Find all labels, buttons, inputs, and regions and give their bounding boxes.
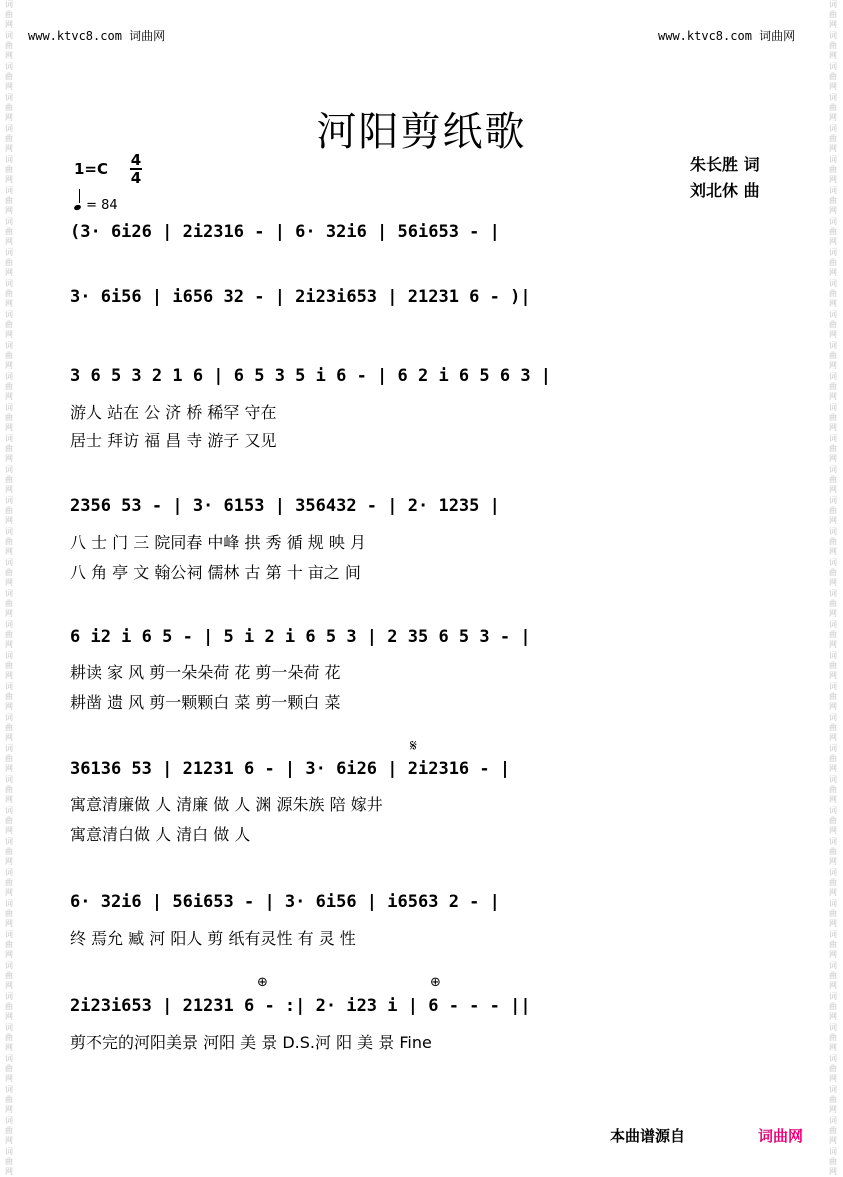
lyric-line-8a: 剪不完的河阳美景 河阳 美 景 D.S.河 阳 美 景 Fine: [70, 1033, 432, 1052]
watermark-glyph-group: 词 曲 网: [829, 713, 837, 742]
watermark-glyph-group: 词 曲 网: [829, 899, 837, 928]
watermark-glyph-group: 词 曲 网: [829, 837, 837, 866]
watermark-glyph-group: 词 曲 网: [5, 186, 13, 215]
watermark-glyph-group: 词 曲 网: [5, 372, 13, 401]
lyric-line-5b: 耕凿 遗 风 剪一颗颗白 菜 剪一颗白 菜: [70, 693, 341, 712]
watermark-glyph-group: 词 曲 网: [5, 961, 13, 990]
watermark-glyph-group: 词 曲 网: [829, 465, 837, 494]
watermark-glyph-group: 词 曲 网: [829, 93, 837, 122]
watermark-glyph-group: 词 曲 网: [829, 31, 837, 60]
quarter-note-icon: [73, 204, 81, 211]
watermark-glyph-group: 词 曲 网: [5, 620, 13, 649]
watermark-glyph-group: 词 曲 网: [5, 434, 13, 463]
watermark-glyph-group: 词 曲 网: [5, 651, 13, 680]
watermark-glyph-group: 词 曲 网: [829, 806, 837, 835]
watermark-glyph-group: 词 曲 网: [829, 682, 837, 711]
watermark-glyph-group: 词 曲 网: [5, 1147, 13, 1176]
watermark-glyph-group: 词 曲 网: [5, 1085, 13, 1114]
watermark-glyph-group: 词 曲 网: [829, 1147, 837, 1176]
watermark-glyph-group: 词 曲 网: [829, 589, 837, 618]
time-signature: [128, 152, 144, 186]
watermark-glyph-group: 词 曲 网: [829, 1085, 837, 1114]
tempo-marking: [74, 195, 118, 213]
left-watermark-column: [2, 0, 16, 1176]
watermark-glyph-group: 词 曲 网: [5, 93, 13, 122]
watermark-glyph-group: 词 曲 网: [5, 744, 13, 773]
watermark-glyph-group: 词 曲 网: [5, 775, 13, 804]
tempo-value: = 84: [86, 198, 118, 213]
coda-icon-2: ⊕: [430, 975, 441, 990]
watermark-glyph-group: 词 曲 网: [829, 961, 837, 990]
watermark-glyph-group: 词 曲 网: [829, 62, 837, 91]
watermark-glyph-group: 词 曲 网: [829, 558, 837, 587]
watermark-glyph-group: 词 曲 网: [5, 1054, 13, 1083]
right-watermark-column: [826, 0, 840, 1176]
music-line-5: 6 i2 i 6 5 - | 5 i 2 i 6 5 3 | 2 35 6 5 3 - |: [70, 627, 531, 647]
lyric-line-5a: 耕读 家 风 剪一朵朵荷 花 剪一朵荷 花: [70, 663, 341, 682]
lyric-line-4b: 八 角 亭 文 翰公祠 儒林 古 第 十 亩之 间: [70, 563, 361, 582]
watermark-glyph-group: 词 曲 网: [829, 0, 837, 29]
watermark-glyph-group: 词 曲 网: [5, 992, 13, 1021]
watermark-glyph-group: 词 曲 网: [829, 186, 837, 215]
watermark-glyph-group: 词 曲 网: [5, 341, 13, 370]
watermark-glyph-group: 词 曲 网: [5, 124, 13, 153]
music-line-1: (3· 6i26 | 2i2316 - | 6· 32i6 | 56i653 - |: [70, 222, 500, 242]
time-signature-top: 4: [130, 151, 142, 169]
watermark-glyph-group: 词 曲 网: [829, 1023, 837, 1052]
music-line-3: 3 6 5 3 2 1 6 | 6 5 3 5 i 6 - | 6 2 i 6 5 6 3 |: [70, 366, 552, 386]
watermark-glyph-group: 词 曲 网: [829, 372, 837, 401]
watermark-glyph-group: 词 曲 网: [5, 682, 13, 711]
watermark-glyph-group: 词 曲 网: [829, 496, 837, 525]
watermark-glyph-group: 词 曲 网: [829, 341, 837, 370]
watermark-glyph-group: 词 曲 网: [5, 1023, 13, 1052]
watermark-glyph-group: 词 曲 网: [829, 930, 837, 959]
watermark-glyph-group: 词 曲 网: [829, 775, 837, 804]
site-watermark-right: www.ktvc8.com 词曲网: [658, 29, 796, 43]
watermark-glyph-group: 词 曲 网: [5, 496, 13, 525]
note-stem-icon: [79, 189, 80, 203]
watermark-glyph-group: 词 曲 网: [5, 248, 13, 277]
watermark-glyph-group: 词 曲 网: [5, 310, 13, 339]
lyric-line-3b: 居士 拜访 福 昌 寺 游子 又见: [70, 431, 277, 450]
watermark-glyph-group: 词 曲 网: [829, 651, 837, 680]
watermark-glyph-group: 词 曲 网: [5, 589, 13, 618]
watermark-glyph-group: 词 曲 网: [5, 217, 13, 246]
watermark-glyph-group: 词 曲 网: [5, 31, 13, 60]
time-signature-bottom: 4: [130, 169, 142, 187]
watermark-glyph-group: 词 曲 网: [5, 527, 13, 556]
watermark-glyph-group: 词 曲 网: [829, 527, 837, 556]
watermark-glyph-group: 词 曲 网: [829, 310, 837, 339]
watermark-glyph-group: 词 曲 网: [5, 930, 13, 959]
watermark-glyph-group: 词 曲 网: [829, 1054, 837, 1083]
watermark-glyph-group: 词 曲 网: [5, 279, 13, 308]
lyric-line-4a: 八 士 门 三 院同春 中峰 拱 秀 循 规 映 月: [70, 533, 366, 552]
lyric-line-6a: 寓意清廉做 人 清廉 做 人 渊 源朱族 陪 嫁井: [70, 795, 383, 814]
watermark-glyph-group: 词 曲 网: [829, 217, 837, 246]
watermark-glyph-group: 词 曲 网: [829, 868, 837, 897]
watermark-glyph-group: 词 曲 网: [5, 868, 13, 897]
watermark-glyph-group: 词 曲 网: [829, 248, 837, 277]
watermark-glyph-group: 词 曲 网: [829, 279, 837, 308]
watermark-glyph-group: 词 曲 网: [829, 992, 837, 1021]
watermark-glyph-group: 词 曲 网: [5, 403, 13, 432]
source-label: 本曲谱源自: [610, 1127, 686, 1145]
watermark-glyph-group: 词 曲 网: [5, 899, 13, 928]
composer-credit: 刘北休 曲: [690, 181, 760, 200]
watermark-glyph-group: 词 曲 网: [829, 155, 837, 184]
watermark-glyph-group: 词 曲 网: [829, 124, 837, 153]
watermark-glyph-group: 词 曲 网: [5, 465, 13, 494]
lyric-line-7a: 终 焉允 臧 河 阳人 剪 纸有灵性 有 灵 性: [70, 929, 356, 948]
watermark-glyph-group: 词 曲 网: [829, 620, 837, 649]
song-title: 河阳剪纸歌: [316, 109, 527, 155]
watermark-glyph-group: 词 曲 网: [829, 1116, 837, 1145]
watermark-glyph-group: 词 曲 网: [5, 0, 13, 29]
watermark-glyph-group: 词 曲 网: [829, 403, 837, 432]
watermark-glyph-group: 词 曲 网: [5, 558, 13, 587]
watermark-glyph-group: 词 曲 网: [5, 806, 13, 835]
watermark-glyph-group: 词 曲 网: [5, 837, 13, 866]
music-line-2: 3· 6i56 | i656 32 - | 2i23i653 | 21231 6 - )|: [70, 287, 531, 307]
key-signature: 1=C: [74, 160, 109, 178]
watermark-glyph-group: 词 曲 网: [5, 713, 13, 742]
source-brand[interactable]: 词曲网: [758, 1127, 804, 1145]
lyricist-credit: 朱长胜 词: [690, 155, 760, 174]
watermark-glyph-group: 词 曲 网: [5, 155, 13, 184]
lyric-line-6b: 寓意清白做 人 清白 做 人: [70, 825, 251, 844]
watermark-glyph-group: 词 曲 网: [5, 62, 13, 91]
music-line-7: 6· 32i6 | 56i653 - | 3· 6i56 | i6563 2 - |: [70, 892, 500, 912]
lyric-line-3a: 游人 站在 公 济 桥 稀罕 守在: [70, 403, 277, 422]
watermark-glyph-group: 词 曲 网: [5, 1116, 13, 1145]
music-line-8: 2i23i653 | 21231 6 - :| 2· i23 i | 6 - - - ||: [70, 996, 531, 1016]
site-watermark-left: www.ktvc8.com 词曲网: [28, 29, 166, 43]
music-line-4: 2356 53 - | 3· 6153 | 356432 - | 2· 1235 |: [70, 496, 500, 516]
music-line-6: 36136 53 | 21231 6 - | 3· 6i26 | 2i2316 - |: [70, 759, 511, 779]
watermark-glyph-group: 词 曲 网: [829, 434, 837, 463]
segno-icon: 𝄋: [410, 736, 417, 755]
watermark-glyph-group: 词 曲 网: [829, 744, 837, 773]
coda-icon: ⊕: [257, 975, 268, 990]
